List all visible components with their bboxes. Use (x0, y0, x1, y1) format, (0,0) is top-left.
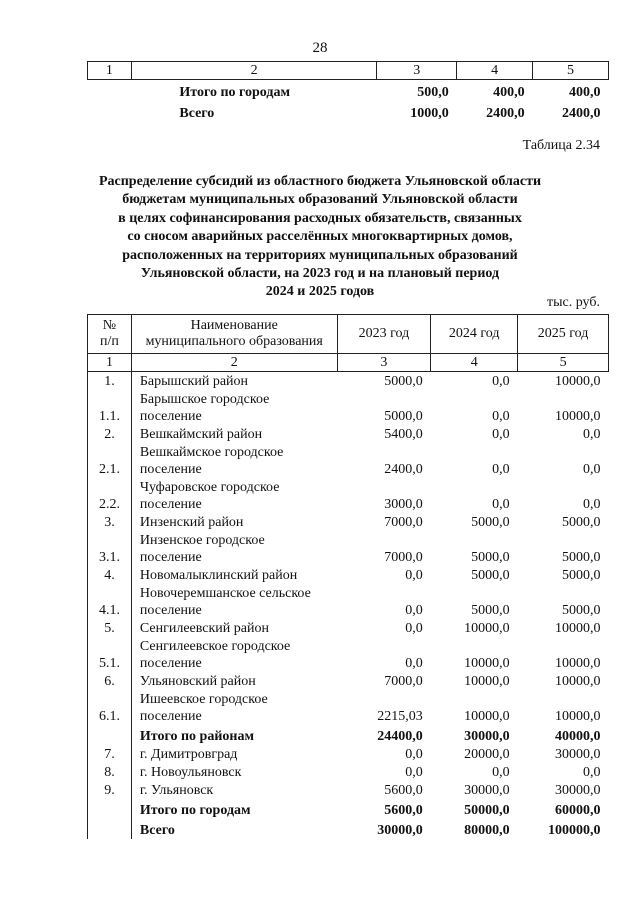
row-number: 3.1. (88, 531, 132, 566)
name-line: Барышский район (139, 374, 249, 389)
row-number: 2.1. (88, 443, 132, 478)
column-number: 1 (88, 354, 132, 372)
title-line: Ульяновской области, на 2023 год и на плановый период (140, 266, 500, 282)
header-2023: 2023 год (337, 315, 431, 354)
column-number-row (88, 354, 609, 372)
table-row (88, 372, 609, 391)
value-2023: 7000,0 (384, 515, 423, 530)
row-number: 2.2. (88, 478, 132, 513)
table-row (88, 425, 609, 443)
value-2025: 5000,0 (562, 550, 601, 565)
value-2024: 0,0 (492, 374, 510, 389)
value-2025: 5000,0 (562, 568, 601, 583)
value-2024: 5000,0 (471, 550, 510, 565)
row-number: 6. (88, 672, 132, 690)
name-line: Итого по городам (139, 803, 251, 818)
value-2025: 0,0 (583, 765, 601, 780)
municipality-name (131, 513, 337, 531)
value-2025: 5000,0 (562, 515, 601, 530)
name-line: поселение (139, 462, 202, 477)
value-2023: 0,0 (405, 603, 423, 618)
title-line: 2024 и 2025 годов (265, 284, 375, 300)
row-number (88, 819, 132, 839)
row-number: 8. (88, 763, 132, 781)
value-2024: 5000,0 (471, 515, 510, 530)
name-line: Новочеремшанское сельское (139, 586, 311, 601)
value-2024: 400,0 (493, 85, 525, 100)
value-2025: 0,0 (583, 497, 601, 512)
value-2024: 10000,0 (464, 674, 510, 689)
table-row (88, 637, 609, 672)
value-2023: 7000,0 (384, 674, 423, 689)
name-line: Вешкаймское городское (139, 445, 284, 460)
municipality-name (131, 637, 337, 672)
total-row (88, 819, 609, 839)
column-number: 5 (533, 62, 609, 80)
table-row (88, 672, 609, 690)
name-line: поселение (139, 603, 202, 618)
header-municipality: Наименование муниципального образования (131, 315, 337, 354)
row-number: 1.1. (88, 390, 132, 425)
name-line: Всего (139, 823, 175, 838)
municipality-name (131, 725, 337, 745)
value-2023: 0,0 (405, 621, 423, 636)
municipality-name (131, 619, 337, 637)
row-number: 5. (88, 619, 132, 637)
title-line: Распределение субсидий из областного бюджета Ульяновской области (98, 174, 542, 189)
value-2024: 10000,0 (464, 656, 510, 671)
value-2025: 0,0 (583, 462, 601, 477)
value-2024: 10000,0 (464, 709, 510, 724)
value-2024: 5000,0 (471, 568, 510, 583)
municipality-name (131, 672, 337, 690)
value-2025: 40000,0 (555, 729, 601, 744)
value-2024: 30000,0 (464, 783, 510, 798)
value-2024: 10000,0 (464, 621, 510, 636)
name-line: поселение (139, 409, 202, 424)
title-line: со сносом аварийных расселённых многоквартирных домов, (127, 229, 513, 245)
value-2025: 5000,0 (562, 603, 601, 618)
value-2023: 1000,0 (410, 106, 449, 121)
value-2024: 50000,0 (464, 803, 510, 818)
table-row (88, 690, 609, 725)
value-2023: 0,0 (405, 765, 423, 780)
value-2023: 5000,0 (384, 409, 423, 424)
header-row (88, 315, 609, 354)
row-number: 2. (88, 425, 132, 443)
name-line: Сенгилеевский район (139, 621, 269, 636)
row-number: 9. (88, 781, 132, 799)
title-line: в целях софинансирования расходных обязательств, связанных (118, 210, 522, 226)
name-line: Чуфаровское городское (139, 480, 280, 495)
value-2024: 0,0 (492, 497, 510, 512)
value-2025: 10000,0 (555, 621, 601, 636)
value-2023: 5000,0 (384, 374, 423, 389)
column-number: 3 (337, 354, 431, 372)
municipality-name (131, 478, 337, 513)
row-number: 4. (88, 566, 132, 584)
name-line: Сенгилеевское городское (139, 639, 291, 654)
municipality-name (131, 584, 337, 619)
page-number: 28 (312, 40, 328, 56)
value-2025: 10000,0 (555, 656, 601, 671)
table-row (88, 584, 609, 619)
municipality-name (131, 425, 337, 443)
name-line: поселение (139, 497, 202, 512)
column-number: 4 (457, 62, 533, 80)
table-row (88, 566, 609, 584)
municipality-name (131, 781, 337, 799)
column-number: 3 (377, 62, 457, 80)
value-2024: 80000,0 (464, 823, 510, 838)
value-2024: 0,0 (492, 765, 510, 780)
value-2023: 24400,0 (377, 729, 423, 744)
value-2023: 5600,0 (384, 783, 423, 798)
value-2024: 0,0 (492, 409, 510, 424)
name-line: Инзенское городское (139, 533, 265, 548)
table-row (88, 763, 609, 781)
value-2024: 30000,0 (464, 729, 510, 744)
title-line: расположенных на территориях муниципальных образований (122, 247, 518, 263)
value-2023: 0,0 (405, 656, 423, 671)
row-number: 6.1. (88, 690, 132, 725)
column-number: 2 (131, 354, 337, 372)
unit-label: тыс. руб. (547, 295, 600, 310)
value-2025: 10000,0 (555, 409, 601, 424)
name-line: поселение (139, 709, 202, 724)
value-2025: 60000,0 (555, 803, 601, 818)
value-2024: 0,0 (492, 427, 510, 442)
table-reference: Таблица 2.34 (522, 138, 600, 153)
value-2025: 10000,0 (555, 674, 601, 689)
column-number-row (88, 62, 609, 80)
municipality-name (131, 763, 337, 781)
value-2023: 5600,0 (384, 803, 423, 818)
table-row (88, 781, 609, 799)
municipality-name (131, 566, 337, 584)
column-number: 4 (431, 354, 518, 372)
value-2023: 0,0 (405, 747, 423, 762)
table-row (88, 531, 609, 566)
name-line: Итого по районам (139, 729, 255, 744)
value-2025: 2400,0 (562, 106, 601, 121)
value-2023: 2215,03 (377, 709, 423, 724)
total-row (88, 101, 609, 122)
municipality-name (131, 819, 337, 839)
continued-table (87, 61, 609, 122)
name-line: Инзенский район (139, 515, 244, 530)
value-2023: 500,0 (417, 85, 449, 100)
name-line: поселение (139, 656, 202, 671)
row-number: 3. (88, 513, 132, 531)
value-2024: 5000,0 (471, 603, 510, 618)
total-row (88, 80, 609, 102)
table-row (88, 513, 609, 531)
name-line: поселение (139, 550, 202, 565)
value-2025: 100000,0 (548, 823, 601, 838)
value-2025: 30000,0 (555, 783, 601, 798)
value-2025: 0,0 (583, 427, 601, 442)
value-2024: 2400,0 (486, 106, 525, 121)
row-label: Всего (179, 106, 215, 121)
municipality-name (131, 443, 337, 478)
name-line: Новомалыклинский район (139, 568, 298, 583)
header-number: № п/п (88, 315, 132, 354)
municipality-name (131, 799, 337, 819)
row-number (88, 799, 132, 819)
table-row (88, 619, 609, 637)
name-line: г. Ульяновск (139, 783, 214, 798)
value-2025: 30000,0 (555, 747, 601, 762)
value-2023: 5400,0 (384, 427, 423, 442)
row-number: 4.1. (88, 584, 132, 619)
value-2025: 10000,0 (555, 709, 601, 724)
column-number: 2 (131, 62, 376, 80)
municipality-name (131, 745, 337, 763)
row-number: 5.1. (88, 637, 132, 672)
table-row (88, 443, 609, 478)
municipality-name (131, 390, 337, 425)
municipality-name (131, 531, 337, 566)
value-2024: 0,0 (492, 462, 510, 477)
header-2024: 2024 год (431, 315, 518, 354)
table-row (88, 390, 609, 425)
name-line: Ульяновский район (139, 674, 256, 689)
name-line: г. Новоульяновск (139, 765, 242, 780)
value-2023: 2400,0 (384, 462, 423, 477)
value-2025: 400,0 (569, 85, 601, 100)
value-2023: 7000,0 (384, 550, 423, 565)
table-row (88, 745, 609, 763)
value-2023: 0,0 (405, 568, 423, 583)
row-label: Итого по городам (179, 85, 291, 100)
name-line: Вешкаймский район (139, 427, 263, 442)
name-line: г. Димитровград (139, 747, 238, 762)
name-line: Ишеевское городское (139, 692, 268, 707)
column-number: 1 (88, 62, 132, 80)
title-line: бюджетам муниципальных образований Ульяновской области (122, 192, 518, 208)
row-number (88, 725, 132, 745)
total-row (88, 799, 609, 819)
header-2025: 2025 год (518, 315, 609, 354)
column-number: 5 (518, 354, 609, 372)
table-row (88, 478, 609, 513)
value-2023: 30000,0 (377, 823, 423, 838)
value-2023: 3000,0 (384, 497, 423, 512)
municipality-name (131, 690, 337, 725)
municipality-name (131, 372, 337, 391)
table-title (40, 173, 600, 302)
total-row (88, 725, 609, 745)
row-number: 1. (88, 372, 132, 391)
subsidy-table (87, 314, 609, 839)
name-line: Барышское городское (139, 392, 270, 407)
value-2024: 20000,0 (464, 747, 510, 762)
row-number: 7. (88, 745, 132, 763)
value-2025: 10000,0 (555, 374, 601, 389)
